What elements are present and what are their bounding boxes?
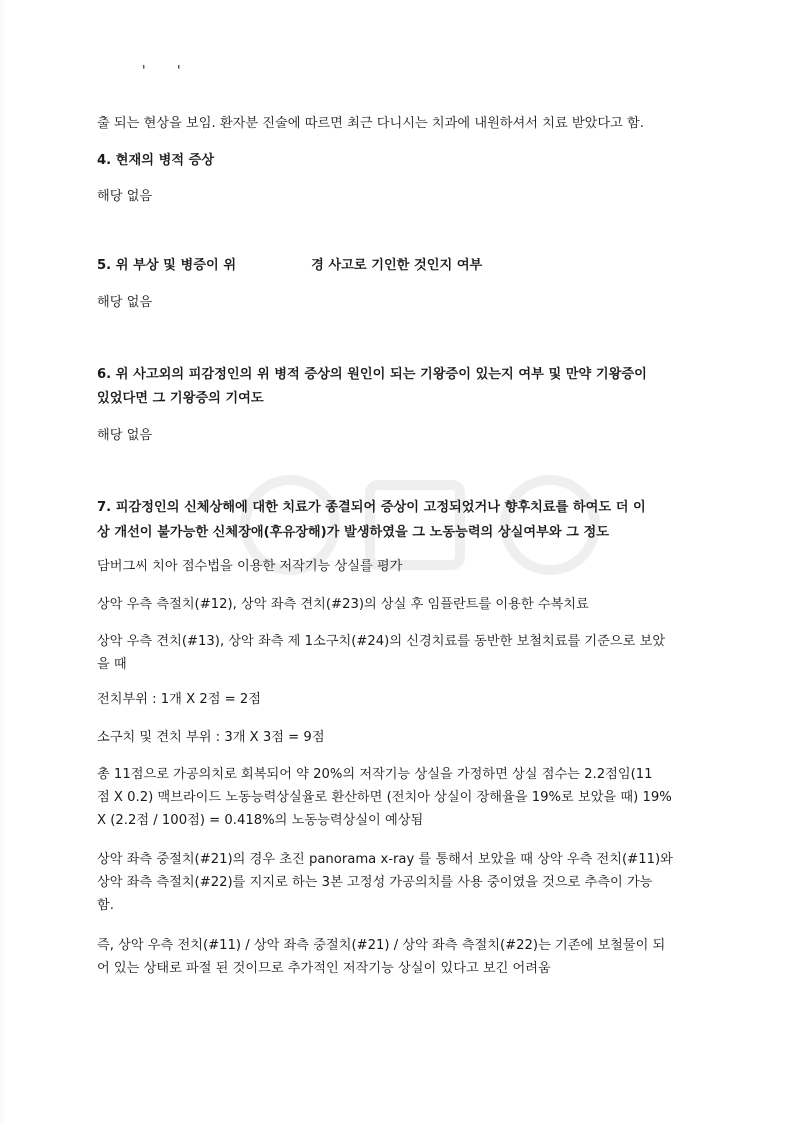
section-heading-5	[97, 257, 707, 275]
section-heading-7-line-2: 상 개선이 불가능한 신체장애(후유장해)가 발생하였을 그 노동능력의 상실여부와 그 정도	[97, 525, 609, 540]
heading-5-part-2: 경 사고로 기인한 것인지 여부	[311, 258, 483, 273]
heading-5-part-1: 5. 위 부상 및 병증이 위	[97, 258, 237, 273]
paragraph-text-line-1: 상악 우측 견치(#13), 상악 좌측 제 1소구치(#24)의 신경치료를 동반한 보철치료를 기준으로 보았	[97, 634, 666, 649]
paragraph-text: 소구치 및 견치 부위 : 3개 X 3점 = 9점	[97, 730, 325, 745]
paragraph-text-line-2: 을 때	[97, 657, 127, 672]
paragraph-text-line-3: 함.	[97, 898, 114, 913]
paragraph-text-line-2: 어 있는 상태로 파절 된 것이므로 추가적인 저작기능 상실이 있다고 보긴 어려움	[97, 961, 551, 976]
paragraph-text-line-1: 상악 좌측 중절치(#21)의 경우 초진 panorama x-ray 를 통해서 보았을 때 상악 우측 전치(#11)와	[97, 852, 673, 867]
paragraph-text: 해당 없음	[97, 428, 153, 443]
paragraph-text: 상악 우측 측절치(#12), 상악 좌측 견치(#23)의 상실 후 임플란트를 이용한 수복치료	[97, 597, 589, 612]
paragraph-text: 출 되는 현상을 보임. 환자분 진술에 따르면 최근 다니시는 치과에 내원하셔서 치료 받았다고 함.	[97, 116, 644, 131]
top-mark: '	[142, 64, 146, 79]
paragraph-text-line-2: 점 X 0.2) 맥브라이드 노동능력상실율로 환산하면 (전치아 상실이 장해율을 19%로 보았을 때) 19%	[97, 790, 672, 805]
section-heading-6-line-2: 있었다면 그 기왕증의 기여도	[97, 391, 264, 406]
top-mark: '	[177, 64, 181, 79]
scan-edge-shadow	[0, 0, 6, 1124]
paragraph-text-line-1: 즉, 상악 우측 전치(#11) / 상악 좌측 중절치(#21) / 상악 좌측 측절치(#22)는 기존에 보철물이 되	[97, 938, 666, 953]
section-heading-6-line-1: 6. 위 사고외의 피감정인의 위 병적 증상의 원인이 되는 기왕증이 있는지 여부 및 만약 기왕증이	[97, 367, 647, 382]
section-heading-4: 4. 현재의 병적 증상	[97, 153, 215, 168]
section-heading-7-line-1: 7. 피감정인의 신체상해에 대한 치료가 종결되어 증상이 고정되었거나 향후치료를 하여도 더 이	[97, 500, 646, 515]
paragraph-text: 전치부위 : 1개 X 2점 = 2점	[97, 692, 262, 707]
paragraph-text: 해당 없음	[97, 295, 153, 310]
paragraph-text: 해당 없음	[97, 189, 153, 204]
paragraph-text-line-1: 총 11점으로 가공의치로 회복되어 약 20%의 저작기능 상실을 가정하면 상실 점수는 2.2점임(11	[97, 767, 653, 782]
paragraph-text-line-2: 상악 좌측 측절치(#22)를 지지로 하는 3본 고정성 가공의치를 사용 중이였을 것으로 추측이 가능	[97, 875, 653, 890]
top-marks	[0, 64, 793, 84]
paragraph-text: 담버그씨 치아 점수법을 이용한 저작기능 상실를 평가	[97, 559, 403, 574]
paragraph-text-line-3: X (2.2점 / 100점) = 0.418%의 노동능력상실이 예상됨	[97, 813, 424, 828]
